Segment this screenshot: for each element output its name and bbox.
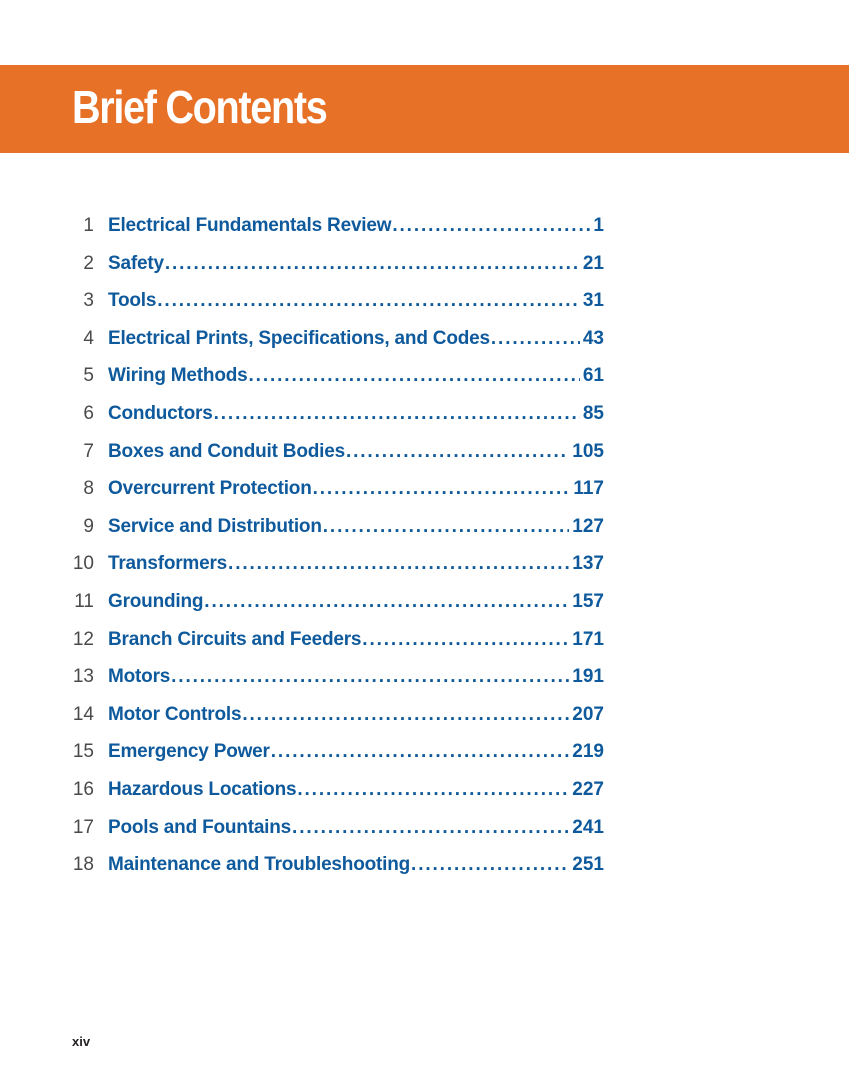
page-number: 219	[572, 741, 604, 763]
toc-entry-link[interactable]	[108, 665, 604, 689]
toc-entry-9[interactable]	[0, 509, 849, 547]
toc-entry-link[interactable]	[108, 778, 604, 802]
toc-entry-7[interactable]	[0, 434, 849, 472]
page-number: 137	[572, 553, 604, 575]
chapter-number: 14	[72, 703, 94, 725]
chapter-title: Service and Distribution	[108, 515, 322, 537]
chapter-title: Maintenance and Troubleshooting	[108, 854, 411, 876]
chapter-title: Grounding	[108, 590, 204, 612]
page-number: 31	[582, 290, 604, 312]
page-folio: xiv	[72, 1034, 91, 1049]
dot-leader	[214, 402, 580, 426]
toc-entry-link[interactable]	[108, 289, 604, 313]
chapter-title: Branch Circuits and Feeders	[108, 628, 362, 650]
chapter-title: Tools	[108, 290, 157, 312]
page-number: 85	[582, 402, 604, 424]
chapter-number: 9	[83, 515, 94, 537]
chapter-number: 2	[83, 252, 94, 274]
dot-leader	[249, 364, 580, 388]
page-title: Brief Contents	[72, 81, 327, 133]
toc-entry-link[interactable]	[108, 816, 604, 840]
toc-entry-link[interactable]	[108, 628, 604, 652]
table-of-contents	[0, 208, 849, 885]
toc-entry-16[interactable]	[0, 772, 849, 810]
page-number: 157	[572, 590, 604, 612]
chapter-number: 5	[83, 365, 94, 387]
dot-leader	[411, 853, 569, 877]
dot-leader	[362, 628, 569, 652]
dot-leader	[157, 289, 580, 313]
chapter-number: 12	[72, 628, 94, 650]
page-number: 251	[572, 854, 604, 876]
page-number: 241	[572, 816, 604, 838]
toc-entry-1[interactable]	[0, 208, 849, 246]
chapter-title: Conductors	[108, 402, 213, 424]
dot-leader	[491, 327, 580, 351]
toc-entry-link[interactable]	[108, 740, 604, 764]
chapter-number: 10	[72, 553, 94, 575]
dot-leader	[392, 214, 590, 238]
toc-entry-6[interactable]	[0, 396, 849, 434]
dot-leader	[292, 816, 569, 840]
toc-entry-5[interactable]	[0, 358, 849, 396]
toc-entry-4[interactable]	[0, 321, 849, 359]
toc-entry-link[interactable]	[108, 252, 604, 276]
dot-leader	[204, 590, 569, 614]
toc-entry-17[interactable]	[0, 810, 849, 848]
chapter-number: 1	[83, 215, 94, 236]
dot-leader	[297, 778, 569, 802]
chapter-number: 13	[72, 666, 94, 688]
chapter-number: 15	[72, 741, 94, 763]
chapter-number: 17	[72, 816, 94, 838]
chapter-number: 18	[72, 854, 94, 876]
chapter-title: Pools and Fountains	[108, 816, 292, 838]
toc-entry-link[interactable]	[108, 214, 604, 238]
page-number: 1	[593, 215, 604, 236]
toc-entry-link[interactable]	[108, 364, 604, 388]
header-band	[0, 65, 849, 153]
chapter-number: 16	[72, 778, 94, 800]
chapter-title: Wiring Methods	[108, 365, 248, 387]
chapter-number: 8	[83, 478, 94, 500]
dot-leader	[242, 703, 569, 727]
chapter-title: Overcurrent Protection	[108, 478, 312, 500]
toc-entry-2[interactable]	[0, 246, 849, 284]
toc-entry-link[interactable]	[108, 327, 604, 351]
page-number: 117	[573, 478, 604, 500]
toc-entry-14[interactable]	[0, 697, 849, 735]
toc-entry-link[interactable]	[108, 853, 604, 877]
page-number: 61	[582, 365, 604, 387]
chapter-number: 11	[74, 590, 94, 612]
page-number: 171	[572, 628, 604, 650]
dot-leader	[228, 552, 569, 576]
chapter-number: 3	[83, 290, 94, 312]
chapter-title: Hazardous Locations	[108, 778, 297, 800]
chapter-title: Safety	[108, 252, 164, 274]
chapter-title: Motors	[108, 666, 171, 688]
page-number: 127	[572, 515, 604, 537]
dot-leader	[313, 477, 571, 501]
chapter-title: Electrical Prints, Specifications, and Codes	[108, 327, 490, 349]
page-number: 207	[572, 703, 604, 725]
dot-leader	[346, 440, 569, 464]
dot-leader	[165, 252, 580, 276]
toc-entry-13[interactable]	[0, 659, 849, 697]
toc-entry-3[interactable]	[0, 283, 849, 321]
chapter-title: Boxes and Conduit Bodies	[108, 440, 345, 462]
chapter-title: Emergency Power	[108, 741, 270, 763]
toc-entry-link[interactable]	[108, 703, 604, 727]
chapter-title: Electrical Fundamentals Review	[108, 215, 392, 236]
toc-entry-link[interactable]	[108, 515, 604, 539]
toc-entry-11[interactable]	[0, 584, 849, 622]
toc-entry-18[interactable]	[0, 847, 849, 885]
dot-leader	[271, 740, 570, 764]
page-number: 21	[582, 252, 604, 274]
toc-entry-link[interactable]	[108, 477, 604, 501]
chapter-number: 4	[83, 327, 94, 349]
page-number: 43	[582, 327, 604, 349]
toc-entry-link[interactable]	[108, 552, 604, 576]
page-number: 191	[572, 666, 604, 688]
toc-entry-link[interactable]	[108, 402, 604, 426]
dot-leader	[323, 515, 570, 539]
toc-entry-10[interactable]	[0, 546, 849, 584]
chapter-title: Motor Controls	[108, 703, 242, 725]
dot-leader	[171, 665, 569, 689]
toc-entry-8[interactable]	[0, 471, 849, 509]
toc-entry-link[interactable]	[108, 590, 604, 614]
page-number: 105	[572, 440, 604, 462]
toc-entry-link[interactable]	[108, 440, 604, 464]
chapter-number: 7	[83, 440, 94, 462]
chapter-number: 6	[83, 402, 94, 424]
chapter-title: Transformers	[108, 553, 228, 575]
toc-entry-15[interactable]	[0, 734, 849, 772]
toc-entry-12[interactable]	[0, 622, 849, 660]
page-number: 227	[572, 778, 604, 800]
